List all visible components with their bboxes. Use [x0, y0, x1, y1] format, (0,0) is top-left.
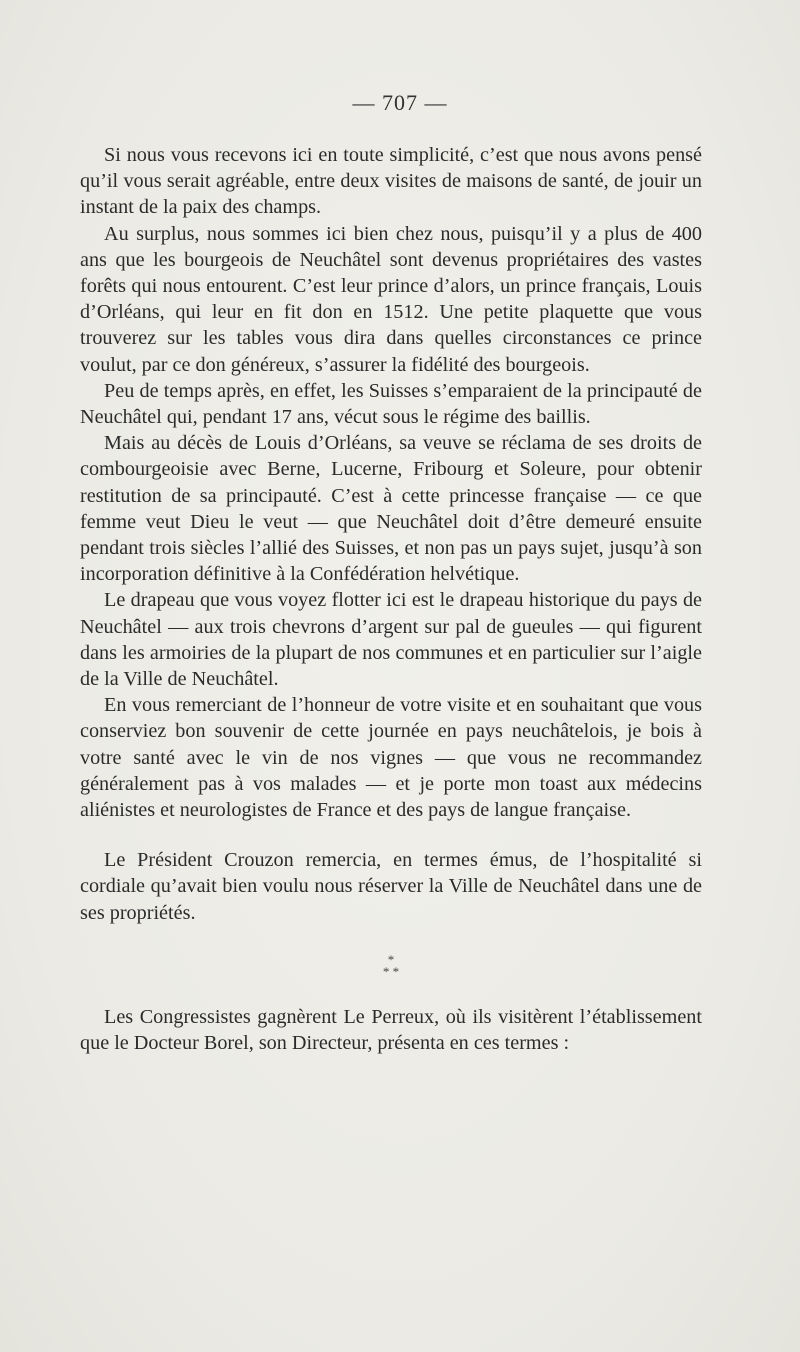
- page-number: — 707 —: [352, 90, 448, 115]
- paragraph-toast: En vous remerciant de l’honneur de votre visite et en souhaitant que vous conserviez bon souvenir de cette journée en pays neuchâtelois, je bois à votre santé avec le vin de nos vignes — que vous ne recommandez généralement pas à vos malades — et je porte mon toast aux médecins aliénistes et neurologistes de France et des pays de langue française.: [80, 694, 702, 822]
- paragraph-flag: Le drapeau que vous voyez flotter ici est le drapeau historique du pays de Neuchâtel — aux trois chevrons d’argent sur pal de gueules — qui figurent dans les armoiries de la plupart de nos communes et en particulier sur l’aigle de la Ville de Neuchâtel.: [80, 589, 702, 691]
- section-asterism: [80, 951, 702, 979]
- paragraph-president-reply: Le Président Crouzon remercia, en termes émus, de l’hospitalité si cordiale qu’avait bien voulu nous réserver la Ville de Neuchâtel dans une de ses propriétés.: [80, 849, 702, 924]
- asterism-top: *: [387, 951, 395, 967]
- paragraph-history-forests: Au surplus, nous sommes ici bien chez nous, puisqu’il y a plus de 400 ans que les bourgeois de Neuchâtel sont devenus propriétaires des vastes forêts qui nous entourent. C’est leur prince d’alors, un prince français, Louis d’Orléans, qui leur en fit don en 1512. Une petite plaquette que vous trouverez sur les tables vous dira dans quelles circonstances ce prince voulut, par ce don généreux, s’assurer la fidélité des bourgeois.: [80, 222, 702, 376]
- paragraph-swiss-conquest: Peu de temps après, en effet, les Suisses s’emparaient de la principauté de Neuchâtel qui, pendant 17 ans, vécut sous le régime des baillis.: [80, 379, 702, 429]
- paragraph-closing: Les Congressistes gagnèrent Le Perreux, où ils visitèrent l’établissement que le Docteur Borel, son Directeur, présenta en ces termes :: [80, 1005, 702, 1055]
- paragraph-welcome: Si nous vous recevons ici en toute simplicité, c’est que nous avons pensé qu’il vous serait agréable, entre deux visites de maisons de santé, de jouir un instant de la paix des champs.: [80, 144, 702, 219]
- body-text: [80, 142, 702, 1056]
- paragraph-widow-claim: Mais au décès de Louis d’Orléans, sa veuve se réclama de ses droits de combourgeoisie avec Berne, Lucerne, Fribourg et Soleure, pour obtenir restitution de sa principauté. C’est à cette princesse française — ce que femme veut Dieu le veut — que Neuchâtel doit d’être demeuré ensuite pendant trois siècles l’allié des Suisses, et non pas un pays sujet, jusqu’à son incorporation définitive à la Confédération helvétique.: [80, 432, 702, 586]
- asterism-bottom: * *: [382, 963, 400, 979]
